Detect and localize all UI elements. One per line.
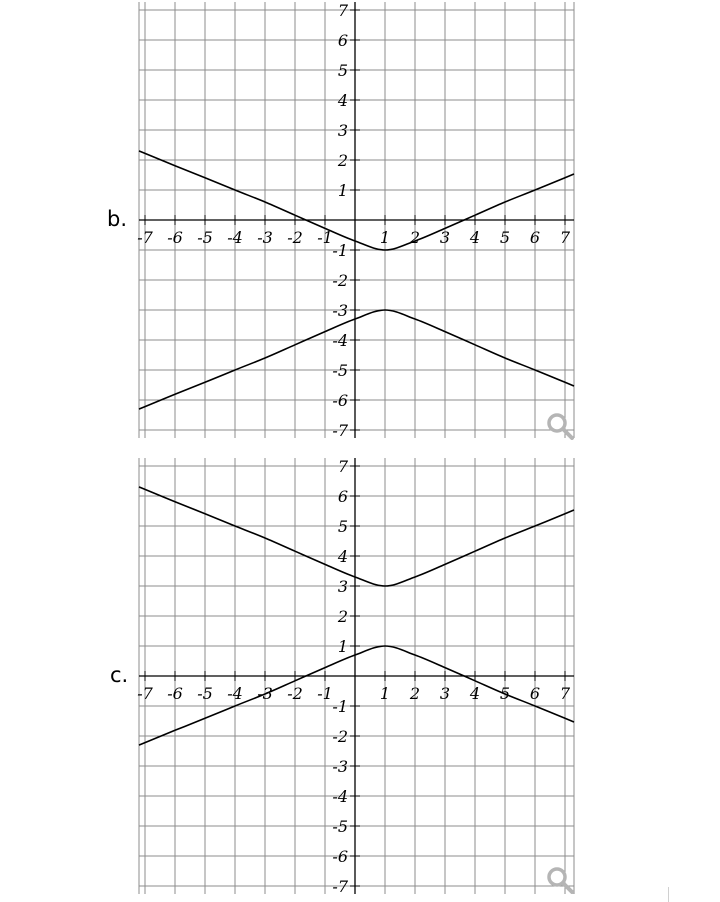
x-tick-label: 6 xyxy=(529,228,541,247)
y-tick-label: -5 xyxy=(332,361,348,380)
x-tick-label: 4 xyxy=(469,684,481,703)
x-tick-label: 3 xyxy=(439,228,451,247)
y-tick-label: 3 xyxy=(337,577,348,596)
y-tick-label: -1 xyxy=(332,697,348,716)
x-tick-label: 1 xyxy=(379,228,391,247)
y-tick-label: -1 xyxy=(332,241,348,260)
x-tick-label: 1 xyxy=(379,684,391,703)
coordinate-graph-c xyxy=(0,456,720,896)
curve-branch-2 xyxy=(139,310,574,409)
x-tick-label: -5 xyxy=(197,684,213,703)
y-tick-label: -6 xyxy=(332,847,348,866)
y-tick-label: 7 xyxy=(337,457,348,476)
x-tick-label: -3 xyxy=(257,684,273,703)
x-tick-label: 5 xyxy=(499,684,511,703)
x-tick-label: 2 xyxy=(409,684,421,703)
y-tick-label: 4 xyxy=(337,547,348,566)
y-tick-label: 1 xyxy=(337,637,348,656)
x-tick-label: -5 xyxy=(197,228,213,247)
y-tick-label: -6 xyxy=(332,391,348,410)
x-tick-label: 6 xyxy=(529,684,541,703)
x-tick-label: -2 xyxy=(287,684,303,703)
y-tick-label: -2 xyxy=(332,727,348,746)
y-tick-label: -3 xyxy=(332,301,348,320)
x-tick-label: -7 xyxy=(137,228,153,247)
y-tick-label: 5 xyxy=(337,61,348,80)
y-tick-label: -7 xyxy=(332,421,348,440)
y-tick-label: 2 xyxy=(337,607,348,626)
x-tick-label: -7 xyxy=(137,684,153,703)
x-tick-label: 7 xyxy=(559,684,571,703)
graph-label-c: c. xyxy=(110,663,129,687)
graph-label-b: b. xyxy=(107,207,128,231)
y-tick-label: 7 xyxy=(337,1,348,20)
y-tick-label: -7 xyxy=(332,877,348,896)
y-tick-label: -4 xyxy=(332,331,348,350)
y-tick-label: -4 xyxy=(332,787,348,806)
x-tick-label: -1 xyxy=(317,228,333,247)
x-tick-label: -1 xyxy=(317,684,333,703)
x-tick-label: -3 xyxy=(257,228,273,247)
y-tick-label: 6 xyxy=(337,31,348,50)
y-tick-label: 5 xyxy=(337,517,348,536)
x-tick-label: 3 xyxy=(439,684,451,703)
x-tick-label: 7 xyxy=(559,228,571,247)
y-tick-label: -2 xyxy=(332,271,348,290)
y-tick-label: 2 xyxy=(337,151,348,170)
y-tick-label: 1 xyxy=(337,181,348,200)
y-tick-label: 4 xyxy=(337,91,348,110)
x-tick-label: -2 xyxy=(287,228,303,247)
curve-branch-1 xyxy=(139,487,574,586)
y-tick-label: -5 xyxy=(332,817,348,836)
y-tick-label: 3 xyxy=(337,121,348,140)
magnifier-icon[interactable] xyxy=(546,412,574,445)
x-tick-label: -4 xyxy=(227,684,243,703)
x-tick-label: 2 xyxy=(409,228,421,247)
x-tick-label: -4 xyxy=(227,228,243,247)
divider xyxy=(668,887,669,902)
x-tick-label: 4 xyxy=(469,228,481,247)
x-tick-label: -6 xyxy=(167,684,183,703)
x-tick-label: -6 xyxy=(167,228,183,247)
y-tick-label: -3 xyxy=(332,757,348,776)
x-tick-label: 5 xyxy=(499,228,511,247)
y-tick-label: 6 xyxy=(337,487,348,506)
magnifier-icon[interactable] xyxy=(546,866,574,899)
coordinate-graph-b xyxy=(0,0,720,440)
